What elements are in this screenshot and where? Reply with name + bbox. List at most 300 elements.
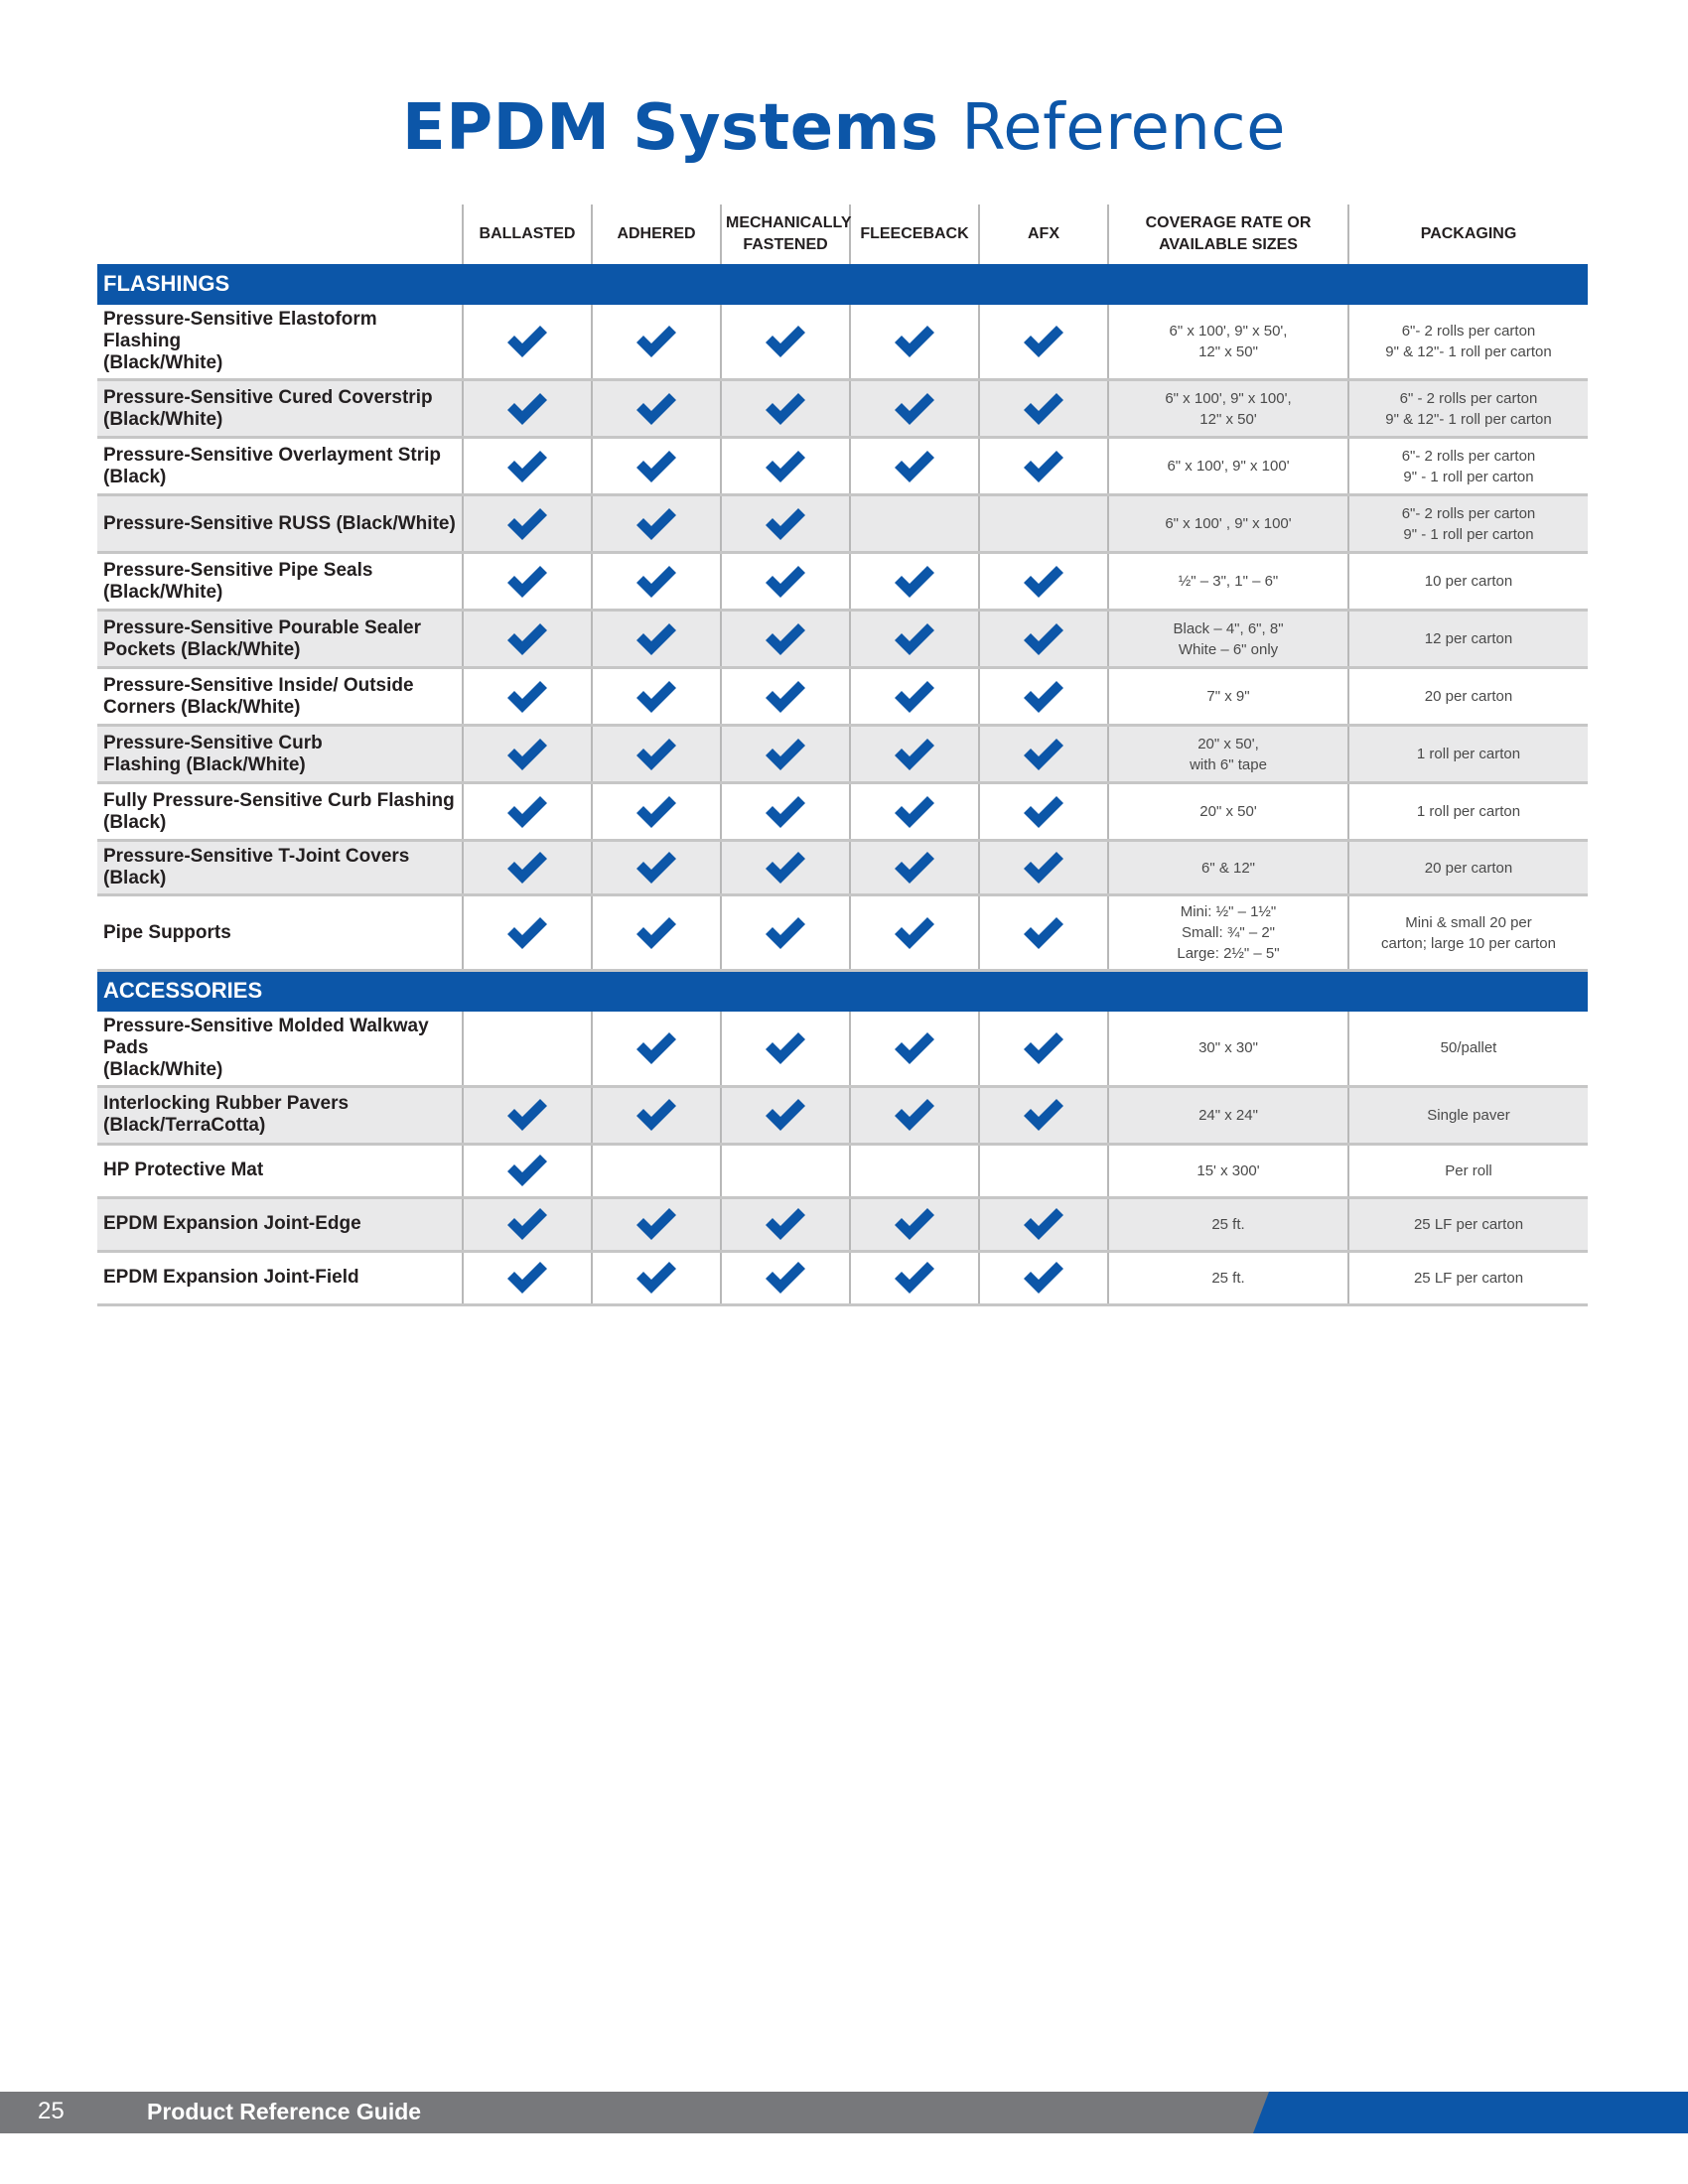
packaging-cell	[1348, 304, 1588, 380]
checkmark-icon	[634, 915, 678, 951]
packaging-line: carton; large 10 per carton	[1381, 934, 1556, 952]
checkmark-icon	[764, 1030, 807, 1066]
table-row	[97, 783, 1588, 841]
check-cell-fleeceback	[850, 1251, 979, 1304]
checkmark-icon	[764, 1097, 807, 1133]
check-cell-afx	[979, 1197, 1108, 1251]
check-cell-adhered	[592, 304, 721, 380]
checkmark-icon	[893, 324, 936, 359]
coverage-cell	[1108, 553, 1348, 611]
coverage-cell	[1108, 1251, 1348, 1304]
checkmark-icon	[505, 1206, 549, 1242]
check-cell-mechanically-fastened	[721, 380, 850, 438]
packaging-cell	[1348, 841, 1588, 895]
coverage-line: 12" x 50"	[1198, 343, 1258, 360]
check-cell-fleeceback	[850, 1011, 979, 1087]
packaging-line: 12 per carton	[1424, 630, 1513, 647]
page-title	[0, 91, 1688, 165]
check-cell-afx	[979, 495, 1108, 553]
check-cell-mechanically-fastened	[721, 1197, 850, 1251]
checkmark-icon	[1022, 564, 1065, 600]
checkmark-icon	[1022, 621, 1065, 657]
product-name-line: HP Protective Mat	[103, 1160, 264, 1180]
packaging-line: 20 per carton	[1424, 688, 1513, 705]
table-row	[97, 668, 1588, 726]
check-cell-adhered	[592, 895, 721, 971]
table-row	[97, 1144, 1588, 1197]
check-cell-afx	[979, 783, 1108, 841]
checkmark-icon	[893, 391, 936, 427]
check-cell-ballasted	[463, 1144, 592, 1197]
coverage-cell	[1108, 438, 1348, 495]
checkmark-icon	[1022, 850, 1065, 886]
product-name	[97, 668, 463, 726]
check-cell-adhered	[592, 1011, 721, 1087]
check-cell-mechanically-fastened	[721, 553, 850, 611]
checkmark-icon	[764, 391, 807, 427]
product-name-line: (Black)	[103, 811, 167, 833]
packaging-line: Per roll	[1445, 1161, 1492, 1179]
checkmark-icon	[505, 391, 549, 427]
checkmark-icon	[505, 506, 549, 542]
header-packaging: PACKAGING	[1348, 205, 1588, 264]
header-coverage	[1108, 205, 1348, 264]
product-name-line: Pressure-Sensitive Curb	[103, 732, 323, 753]
product-name	[97, 438, 463, 495]
product-name	[97, 380, 463, 438]
checkmark-icon	[505, 1153, 549, 1188]
footer-title: Product Reference Guide	[147, 2099, 422, 2124]
product-name	[97, 553, 463, 611]
product-name	[97, 1086, 463, 1144]
footer-accent	[1253, 2092, 1688, 2133]
page-title-bold: EPDM Systems	[402, 91, 939, 165]
coverage-cell	[1108, 1086, 1348, 1144]
packaging-line: 9" & 12"- 1 roll per carton	[1385, 343, 1552, 360]
header-blank	[97, 205, 463, 264]
coverage-cell	[1108, 841, 1348, 895]
check-cell-ballasted	[463, 841, 592, 895]
checkmark-icon	[1022, 1097, 1065, 1133]
table-row	[97, 895, 1588, 971]
page-title-light: Reference	[961, 91, 1286, 165]
check-cell-ballasted	[463, 553, 592, 611]
packaging-cell	[1348, 668, 1588, 726]
coverage-line: Large: 2½" – 5"	[1177, 945, 1280, 962]
footer-page-number: 25	[38, 2098, 65, 2124]
product-name	[97, 895, 463, 971]
checkmark-icon	[764, 679, 807, 715]
product-name-line: (Black)	[103, 466, 167, 487]
coverage-line: Mini: ½" – 1½"	[1180, 903, 1277, 920]
check-cell-adhered	[592, 1197, 721, 1251]
checkmark-icon	[1022, 449, 1065, 484]
product-name	[97, 611, 463, 668]
check-cell-fleeceback	[850, 783, 979, 841]
packaging-line: 50/pallet	[1440, 1039, 1497, 1056]
product-name-line: (Black/White)	[103, 581, 223, 603]
coverage-line: 20" x 50',	[1197, 735, 1259, 752]
product-name-line: Pressure-Sensitive Overlayment Strip	[103, 444, 442, 466]
check-cell-ballasted	[463, 1197, 592, 1251]
coverage-line: 6" & 12"	[1200, 859, 1256, 877]
packaging-line: 6"- 2 rolls per carton	[1401, 447, 1536, 465]
coverage-line: 6" x 100', 9" x 50',	[1169, 323, 1288, 340]
coverage-cell	[1108, 380, 1348, 438]
table-body	[97, 264, 1588, 1304]
table-row	[97, 495, 1588, 553]
check-cell-mechanically-fastened	[721, 668, 850, 726]
checkmark-icon	[764, 850, 807, 886]
table-row	[97, 304, 1588, 380]
product-name-line: EPDM Expansion Joint-Field	[103, 1267, 359, 1288]
checkmark-icon	[893, 1097, 936, 1133]
check-cell-afx	[979, 438, 1108, 495]
coverage-line: 6" x 100' , 9" x 100'	[1165, 515, 1292, 532]
packaging-line: 1 roll per carton	[1416, 803, 1521, 820]
check-cell-adhered	[592, 380, 721, 438]
coverage-line: ½" – 3", 1" – 6"	[1178, 573, 1279, 590]
coverage-line: 30" x 30"	[1198, 1039, 1258, 1056]
packaging-line: 6"- 2 rolls per carton	[1401, 323, 1536, 340]
checkmark-icon	[893, 621, 936, 657]
check-cell-fleeceback	[850, 611, 979, 668]
packaging-line: 9" - 1 roll per carton	[1403, 468, 1534, 485]
header-afx: AFX	[979, 205, 1108, 264]
check-cell-afx	[979, 1011, 1108, 1087]
checkmark-icon	[634, 794, 678, 830]
checkmark-icon	[893, 850, 936, 886]
checkmark-icon	[634, 1030, 678, 1066]
checkmark-icon	[505, 794, 549, 830]
check-cell-adhered	[592, 1144, 721, 1197]
checkmark-icon	[1022, 1030, 1065, 1066]
product-name-line: Pressure-Sensitive Pourable Sealer	[103, 616, 421, 638]
check-cell-afx	[979, 1086, 1108, 1144]
packaging-line: 25 LF per carton	[1413, 1269, 1524, 1287]
product-name-line: Pressure-Sensitive T-Joint Covers (Black)	[103, 846, 410, 888]
check-cell-fleeceback	[850, 553, 979, 611]
checkmark-icon	[1022, 324, 1065, 359]
checkmark-icon	[505, 737, 549, 772]
checkmark-icon	[634, 449, 678, 484]
packaging-line: 9" - 1 roll per carton	[1403, 525, 1534, 543]
packaging-line: Mini & small 20 per	[1405, 913, 1532, 931]
checkmark-icon	[634, 679, 678, 715]
checkmark-icon	[764, 324, 807, 359]
product-name	[97, 1197, 463, 1251]
product-name-line: Pressure-Sensitive Molded Walkway Pads	[103, 1015, 429, 1058]
product-name-line: (Black/White)	[103, 1058, 223, 1080]
checkmark-icon	[1022, 794, 1065, 830]
check-cell-fleeceback	[850, 841, 979, 895]
product-name-line: EPDM Expansion Joint-Edge	[103, 1213, 361, 1234]
check-cell-adhered	[592, 668, 721, 726]
checkmark-icon	[764, 1260, 807, 1296]
reference-table	[97, 205, 1588, 1306]
packaging-line: 1 roll per carton	[1416, 746, 1521, 762]
checkmark-icon	[893, 564, 936, 600]
table-row	[97, 1251, 1588, 1304]
coverage-cell	[1108, 304, 1348, 380]
check-cell-ballasted	[463, 1251, 592, 1304]
check-cell-mechanically-fastened	[721, 495, 850, 553]
product-name-line: Pressure-Sensitive RUSS (Black/White)	[103, 512, 456, 534]
check-cell-adhered	[592, 726, 721, 783]
checkmark-icon	[505, 915, 549, 951]
checkmark-icon	[1022, 1206, 1065, 1242]
check-cell-ballasted	[463, 668, 592, 726]
check-cell-ballasted	[463, 726, 592, 783]
header-mech-line-1: MECHANICALLY	[726, 214, 852, 231]
checkmark-icon	[893, 679, 936, 715]
checkmark-icon	[893, 1030, 936, 1066]
checkmark-icon	[634, 621, 678, 657]
checkmark-icon	[893, 794, 936, 830]
table-row	[97, 438, 1588, 495]
coverage-line: 20" x 50'	[1199, 803, 1257, 820]
check-cell-adhered	[592, 553, 721, 611]
check-cell-mechanically-fastened	[721, 783, 850, 841]
check-cell-afx	[979, 611, 1108, 668]
coverage-cell	[1108, 668, 1348, 726]
check-cell-ballasted	[463, 1011, 592, 1087]
checkmark-icon	[764, 794, 807, 830]
packaging-cell	[1348, 1197, 1588, 1251]
checkmark-icon	[893, 915, 936, 951]
checkmark-icon	[893, 1206, 936, 1242]
packaging-cell	[1348, 1144, 1588, 1197]
packaging-line: 20 per carton	[1424, 859, 1513, 877]
coverage-line: 7" x 9"	[1206, 688, 1250, 705]
packaging-cell	[1348, 611, 1588, 668]
check-cell-fleeceback	[850, 668, 979, 726]
checkmark-icon	[634, 391, 678, 427]
check-cell-fleeceback	[850, 895, 979, 971]
header-fleeceback: FLEECEBACK	[850, 205, 979, 264]
checkmark-icon	[634, 1097, 678, 1133]
checkmark-icon	[764, 1206, 807, 1242]
check-cell-afx	[979, 841, 1108, 895]
table-row	[97, 553, 1588, 611]
product-name-line: Pressure-Sensitive Cured Coverstrip	[103, 386, 433, 408]
product-name	[97, 783, 463, 841]
check-cell-mechanically-fastened	[721, 1144, 850, 1197]
coverage-cell	[1108, 611, 1348, 668]
check-cell-ballasted	[463, 380, 592, 438]
product-name	[97, 726, 463, 783]
product-name-line: (Black/TerraCotta)	[103, 1115, 266, 1136]
packaging-cell	[1348, 726, 1588, 783]
check-cell-ballasted	[463, 783, 592, 841]
check-cell-afx	[979, 380, 1108, 438]
checkmark-icon	[505, 621, 549, 657]
packaging-line: Single paver	[1427, 1106, 1510, 1124]
product-name	[97, 304, 463, 380]
checkmark-icon	[505, 850, 549, 886]
header-coverage-line-2: AVAILABLE SIZES	[1159, 236, 1298, 253]
section-label: FLASHINGS	[97, 264, 1588, 304]
table-row	[97, 841, 1588, 895]
coverage-line: 6" x 100', 9" x 100',	[1165, 389, 1292, 407]
coverage-line: 24" x 24"	[1198, 1106, 1258, 1124]
checkmark-icon	[634, 1206, 678, 1242]
check-cell-mechanically-fastened	[721, 726, 850, 783]
packaging-line: 25 LF per carton	[1413, 1215, 1524, 1233]
product-name-line: Flashing (Black/White)	[103, 753, 306, 775]
product-name	[97, 1011, 463, 1087]
checkmark-icon	[764, 564, 807, 600]
table-row	[97, 1011, 1588, 1087]
check-cell-afx	[979, 304, 1108, 380]
check-cell-ballasted	[463, 1086, 592, 1144]
packaging-line: 9" & 12"- 1 roll per carton	[1385, 410, 1552, 428]
checkmark-icon	[1022, 391, 1065, 427]
checkmark-icon	[505, 324, 549, 359]
product-name-line: Interlocking Rubber Pavers	[103, 1093, 350, 1114]
product-name	[97, 841, 463, 895]
coverage-line: 6" x 100', 9" x 100'	[1167, 458, 1290, 475]
product-name-line: Fully Pressure-Sensitive Curb Flashing	[103, 789, 455, 811]
checkmark-icon	[764, 737, 807, 772]
coverage-cell	[1108, 1197, 1348, 1251]
packaging-line: 6"- 2 rolls per carton	[1401, 504, 1536, 522]
checkmark-icon	[634, 850, 678, 886]
packaging-cell	[1348, 495, 1588, 553]
check-cell-ballasted	[463, 895, 592, 971]
check-cell-adhered	[592, 611, 721, 668]
packaging-cell	[1348, 1086, 1588, 1144]
packaging-cell	[1348, 1251, 1588, 1304]
coverage-cell	[1108, 895, 1348, 971]
check-cell-afx	[979, 1144, 1108, 1197]
packaging-line: 10 per carton	[1424, 573, 1513, 590]
check-cell-mechanically-fastened	[721, 1086, 850, 1144]
checkmark-icon	[893, 737, 936, 772]
coverage-cell	[1108, 1144, 1348, 1197]
product-name-line: (Black/White)	[103, 408, 223, 430]
check-cell-fleeceback	[850, 495, 979, 553]
check-cell-ballasted	[463, 304, 592, 380]
checkmark-icon	[505, 564, 549, 600]
section-row	[97, 264, 1588, 304]
check-cell-ballasted	[463, 495, 592, 553]
table-row	[97, 380, 1588, 438]
checkmark-icon	[1022, 737, 1065, 772]
product-name-line: Pressure-Sensitive Elastoform Flashing	[103, 309, 377, 351]
check-cell-mechanically-fastened	[721, 304, 850, 380]
checkmark-icon	[893, 449, 936, 484]
coverage-line: 25 ft.	[1211, 1215, 1245, 1233]
check-cell-afx	[979, 895, 1108, 971]
section-row	[97, 971, 1588, 1011]
check-cell-mechanically-fastened	[721, 611, 850, 668]
coverage-line: 15' x 300'	[1196, 1161, 1260, 1179]
product-name-line: (Black/White)	[103, 352, 223, 373]
product-name-line: Pressure-Sensitive Pipe Seals	[103, 559, 373, 581]
checkmark-icon	[764, 506, 807, 542]
checkmark-icon	[634, 564, 678, 600]
checkmark-icon	[1022, 679, 1065, 715]
coverage-cell	[1108, 726, 1348, 783]
table-row	[97, 1197, 1588, 1251]
packaging-cell	[1348, 380, 1588, 438]
check-cell-fleeceback	[850, 438, 979, 495]
table-header	[97, 205, 1588, 264]
check-cell-adhered	[592, 438, 721, 495]
packaging-cell	[1348, 553, 1588, 611]
coverage-cell	[1108, 1011, 1348, 1087]
check-cell-afx	[979, 726, 1108, 783]
check-cell-afx	[979, 668, 1108, 726]
packaging-cell	[1348, 783, 1588, 841]
check-cell-ballasted	[463, 611, 592, 668]
coverage-cell	[1108, 783, 1348, 841]
check-cell-fleeceback	[850, 380, 979, 438]
check-cell-ballasted	[463, 438, 592, 495]
check-cell-mechanically-fastened	[721, 1251, 850, 1304]
coverage-line: Small: ¾" – 2"	[1181, 924, 1276, 941]
check-cell-afx	[979, 553, 1108, 611]
check-cell-fleeceback	[850, 1197, 979, 1251]
header-mech-line-2: FASTENED	[743, 236, 828, 253]
header-mechanically-fastened	[721, 205, 850, 264]
checkmark-icon	[764, 915, 807, 951]
check-cell-fleeceback	[850, 1086, 979, 1144]
check-cell-mechanically-fastened	[721, 1011, 850, 1087]
check-cell-mechanically-fastened	[721, 438, 850, 495]
check-cell-adhered	[592, 783, 721, 841]
packaging-line: 6" - 2 rolls per carton	[1399, 389, 1538, 407]
table-row	[97, 1086, 1588, 1144]
checkmark-icon	[634, 506, 678, 542]
packaging-cell	[1348, 895, 1588, 971]
check-cell-mechanically-fastened	[721, 841, 850, 895]
coverage-line: Black – 4", 6", 8"	[1173, 619, 1284, 637]
coverage-line: 12" x 50'	[1199, 410, 1257, 428]
checkmark-icon	[1022, 915, 1065, 951]
checkmark-icon	[634, 737, 678, 772]
check-cell-adhered	[592, 1086, 721, 1144]
check-cell-adhered	[592, 495, 721, 553]
coverage-line: 25 ft.	[1211, 1269, 1245, 1287]
product-name-line: Pressure-Sensitive Inside/ Outside	[103, 674, 414, 696]
checkmark-icon	[634, 1260, 678, 1296]
check-cell-fleeceback	[850, 304, 979, 380]
checkmark-icon	[764, 449, 807, 484]
header-coverage-line-1: COVERAGE RATE OR	[1145, 214, 1312, 231]
coverage-line: White – 6" only	[1178, 640, 1279, 658]
check-cell-mechanically-fastened	[721, 895, 850, 971]
section-label: ACCESSORIES	[97, 971, 1588, 1011]
check-cell-afx	[979, 1251, 1108, 1304]
check-cell-adhered	[592, 1251, 721, 1304]
checkmark-icon	[893, 1260, 936, 1296]
checkmark-icon	[505, 1260, 549, 1296]
product-name-line: Pipe Supports	[103, 921, 231, 943]
table-row	[97, 726, 1588, 783]
table-row	[97, 611, 1588, 668]
check-cell-fleeceback	[850, 1144, 979, 1197]
header-ballasted: BALLASTED	[463, 205, 592, 264]
check-cell-adhered	[592, 841, 721, 895]
checkmark-icon	[505, 449, 549, 484]
header-adhered: ADHERED	[592, 205, 721, 264]
coverage-line: with 6" tape	[1190, 755, 1267, 773]
checkmark-icon	[505, 679, 549, 715]
checkmark-icon	[1022, 1260, 1065, 1296]
checkmark-icon	[634, 324, 678, 359]
